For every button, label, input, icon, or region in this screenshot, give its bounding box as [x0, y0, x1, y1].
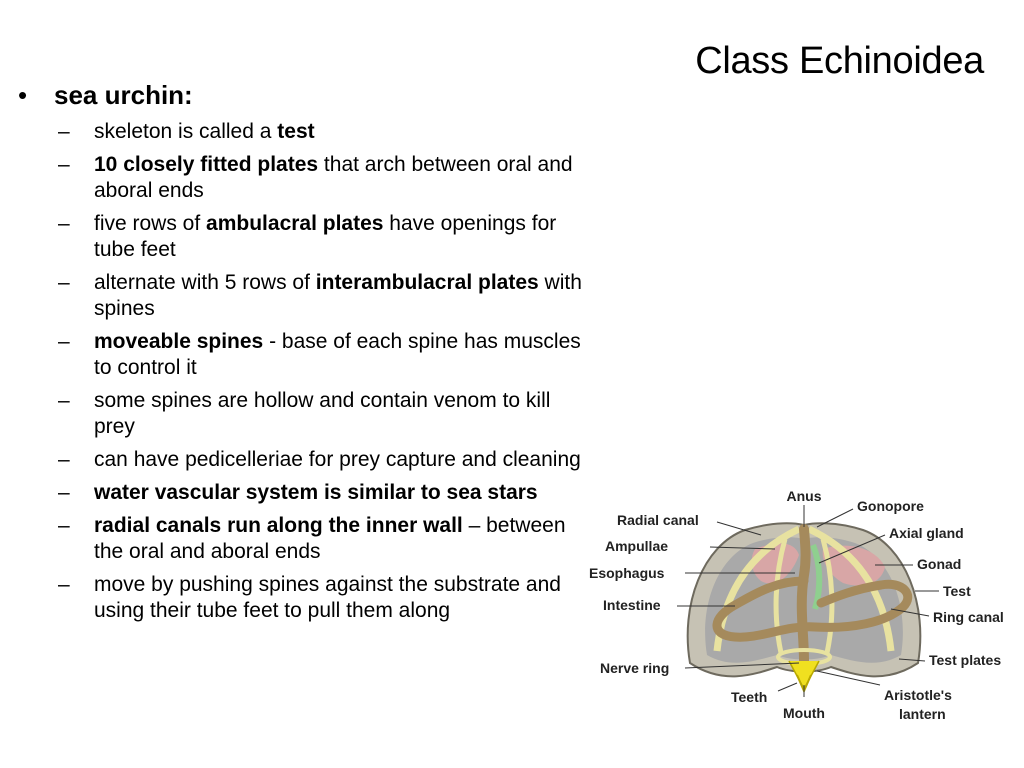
- label-intestine: Intestine: [603, 597, 661, 613]
- item-text: that arch between oral and aboral ends: [94, 153, 573, 202]
- item-bold: ambulacral plates: [206, 212, 384, 235]
- list-item: [12, 447, 592, 473]
- dash-icon: –: [58, 212, 70, 235]
- list-item: [12, 211, 592, 263]
- dash-icon: –: [58, 573, 70, 596]
- item-text: with spines: [94, 271, 582, 320]
- label-radial-canal: Radial canal: [617, 512, 699, 528]
- item-text: some spines are hollow and contain venom to kill prey: [94, 389, 551, 438]
- bullet-icon: •: [18, 80, 28, 110]
- item-text: five rows of: [94, 212, 207, 235]
- list-item: [12, 152, 592, 204]
- label-aristotles-lantern-line1: Aristotle's: [884, 687, 952, 703]
- list-item: [12, 513, 592, 565]
- label-mouth: Mouth: [783, 705, 825, 721]
- dash-icon: –: [58, 481, 70, 504]
- item-bold: test: [277, 120, 315, 143]
- list-item: [12, 572, 592, 624]
- list-item: [12, 119, 592, 145]
- item-text: can have pedicelleriae for prey capture and cleaning: [94, 448, 581, 471]
- list-item: [12, 329, 592, 381]
- dash-icon: –: [58, 271, 70, 294]
- label-test-plates: Test plates: [929, 652, 1002, 668]
- label-test: Test: [943, 583, 971, 599]
- label-esophagus: Esophagus: [589, 565, 665, 581]
- item-text: have openings for tube feet: [94, 212, 557, 261]
- main-heading: sea urchin:: [54, 80, 193, 110]
- label-gonopore: Gonopore: [857, 498, 924, 514]
- dash-icon: –: [58, 448, 70, 471]
- item-text: – between the oral and aboral ends: [94, 514, 566, 563]
- item-text: skeleton is called a: [94, 120, 278, 143]
- leader-teeth: [778, 683, 797, 691]
- item-bold: water vascular system is similar to sea stars: [94, 481, 538, 504]
- item-text: - base of each spine has muscles to control it: [94, 330, 581, 379]
- label-teeth: Teeth: [731, 689, 768, 705]
- label-axial-gland: Axial gland: [889, 525, 964, 541]
- dash-icon: –: [58, 330, 70, 353]
- list-item: [12, 480, 592, 506]
- item-bold: radial canals run along the inner wall: [94, 514, 463, 537]
- item-bold: 10 closely fitted plates: [94, 153, 319, 176]
- slide-title: Class Echinoidea: [695, 40, 984, 82]
- dash-icon: –: [58, 389, 70, 412]
- sea-urchin-diagram: [585, 485, 1023, 725]
- dash-icon: –: [58, 120, 70, 143]
- label-ampullae: Ampullae: [605, 538, 669, 554]
- item-bold: moveable spines: [94, 330, 264, 353]
- main-bullet: [12, 80, 592, 111]
- slide-body: [12, 80, 592, 631]
- list-item: [12, 388, 592, 440]
- list-item: [12, 270, 592, 322]
- label-anus: Anus: [786, 488, 822, 504]
- label-nerve-ring: Nerve ring: [600, 660, 670, 676]
- sea-urchin-anatomy-illustration: [585, 485, 1023, 725]
- esophagus: [802, 529, 806, 661]
- label-aristotles-lantern-line2: lantern: [899, 706, 946, 722]
- item-bold: interambulacral plates: [315, 271, 539, 294]
- label-ring-canal: Ring canal: [933, 609, 1004, 625]
- item-text: alternate with 5 rows of: [94, 271, 316, 294]
- dash-icon: –: [58, 153, 70, 176]
- sub-bullet-list: [12, 119, 592, 624]
- dash-icon: –: [58, 514, 70, 537]
- label-gonad: Gonad: [917, 556, 962, 572]
- item-text: move by pushing spines against the substrate and using their tube feet to pull them along: [94, 573, 561, 622]
